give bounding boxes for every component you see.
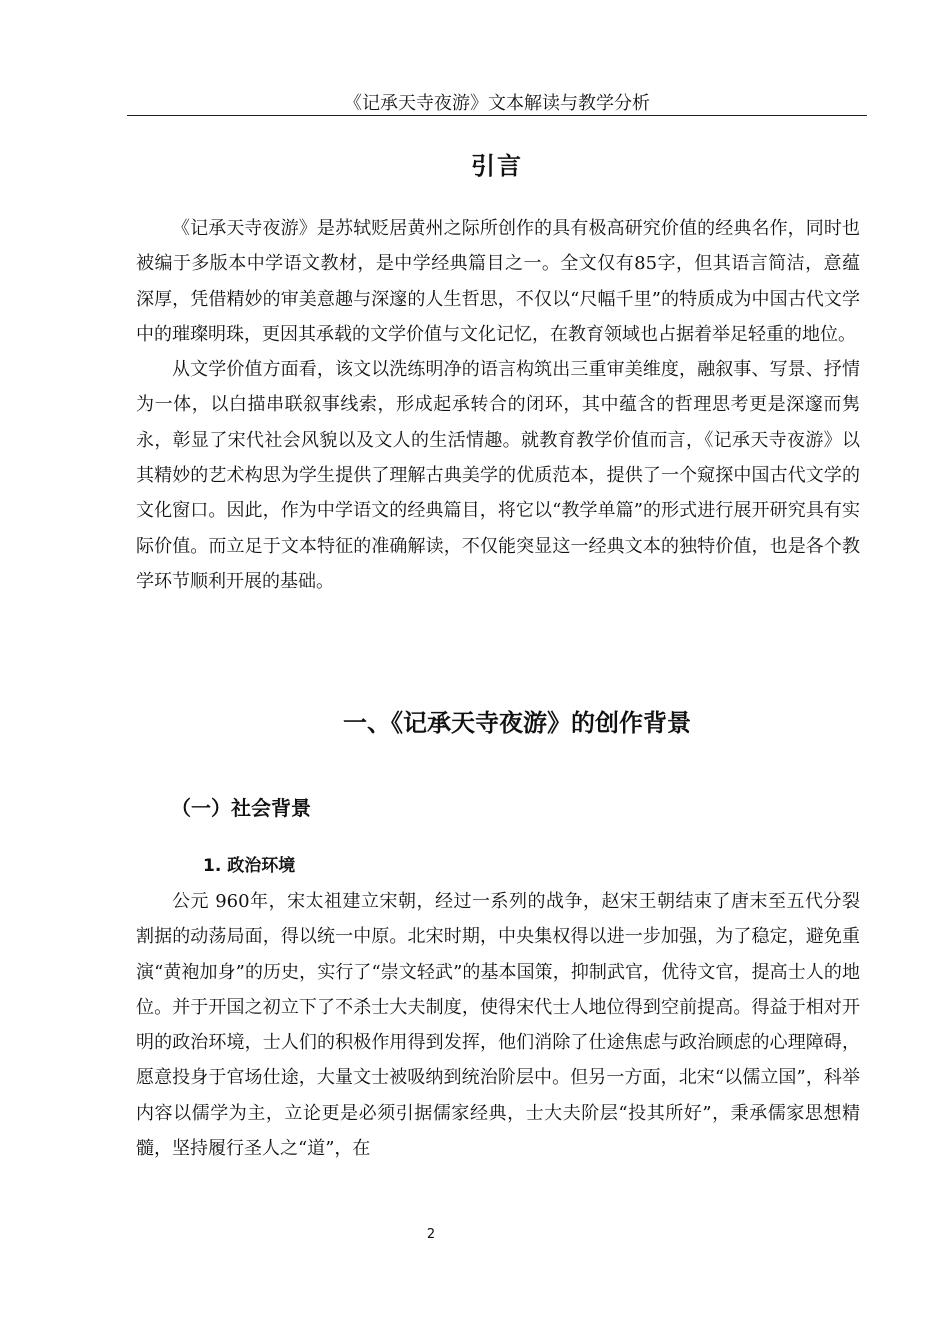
intro-title: 引言 [471, 152, 523, 180]
section-body [136, 884, 860, 1166]
subsection-title: 1. 政治环境 [203, 856, 296, 876]
intro-paragraph-1: 《记承天寺夜游》是苏轼贬居黄州之际所创作的具有极高研究价值的经典名作，同时也被编于多版本中学语文教材，是中学经典篇目之一。全文仅有85字，但其语言简洁，意蕴深厚，凭借精妙的审美意趣与深邃的人生哲思，不仅以“尺幅千里”的特质成为中国古代文学中的璀璨明珠，更因其承载的文学价值与文化记忆，在教育领域也占据着举足轻重的地位。 [136, 218, 860, 345]
section-title: （一）社会背景 [171, 796, 311, 820]
intro-body [136, 211, 860, 599]
header-rule [127, 115, 867, 116]
chapter-title: 一、《记承天寺夜游》的创作背景 [343, 709, 691, 737]
running-header: 《记承天寺夜游》文本解读与教学分析 [344, 93, 650, 114]
section-paragraph-1: 公元 960年，宋太祖建立宋朝，经过一系列的战争，赵宋王朝结束了唐末至五代分裂割据的动荡局面，得以统一中原。北宋时期，中央集权得以进一步加强，为了稳定，避免重演“黄袍加身”的历史，实行了“崇文轻武”的基本国策，抑制武官，优待文官，提高士人的地位。并于开国之初立下了不杀士大夫制度，使得宋代士人地位得到空前提高。得益于相对开明的政治环境，士人们的积极作用得到发挥，他们消除了仕途焦虑与政治顾虑的心理障碍，愿意投身于官场仕途，大量文士被吸纳到统治阶层中。但另一方面，北宋“以儒立国”，科举内容以儒学为主，立论更是必须引据儒家经典，士大夫阶层“投其所好”，秉承儒家思想精髓，坚持履行圣人之“道”，在 [136, 891, 860, 1160]
intro-paragraph-2: 从文学价值方面看，该文以洗练明净的语言构筑出三重审美维度，融叙事、写景、抒情为一体，以白描串联叙事线索，形成起承转合的闭环，其中蕴含的哲理思考更是深邃而隽永，彰显了宋代社会风貌以及文人的生活情趣。就教育教学价值而言，《记承天寺夜游》以其精妙的艺术构思为学生提供了理解古典美学的优质范本，提供了一个窥探中国古代文学的文化窗口。因此，作为中学语文的经典篇目，将它以“教学单篇”的形式进行展开研究具有实际价值。而立足于文本特征的准确解读，不仅能突显这一经典文本的独特价值，也是各个教学环节顺利开展的基础。 [136, 359, 860, 592]
page-number: 2 [426, 1227, 436, 1242]
